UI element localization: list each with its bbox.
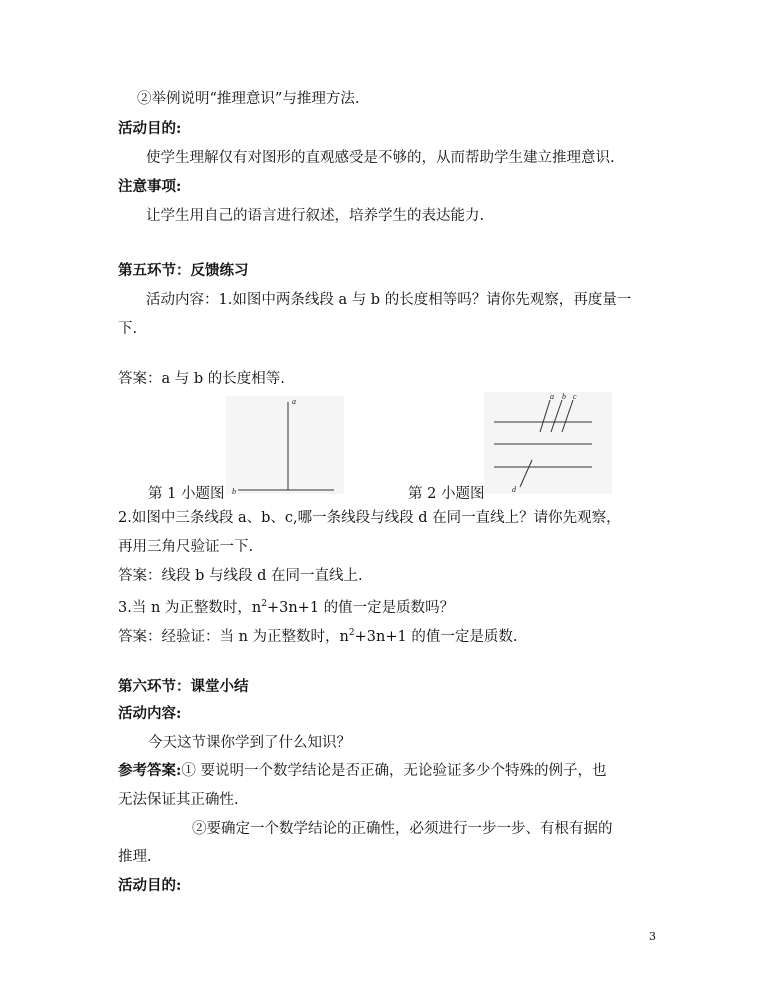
section-label-answer: 参考答案: <box>118 762 182 779</box>
figure-2-label-d: d <box>512 485 516 494</box>
page-number: 3 <box>649 930 656 943</box>
section-heading-6: 第六环节：课堂小结 <box>118 678 249 695</box>
answer-line <box>118 623 517 647</box>
figure-1-label-b: b <box>232 487 236 494</box>
text-fragment: 3.当 n 为正整数时，n <box>118 599 262 616</box>
text-fragment: +3n+1 的值一定是质数. <box>354 628 518 645</box>
text-line: 推理. <box>118 849 152 865</box>
answer-line: 答案：a 与 b 的长度相等. <box>118 371 285 387</box>
answer-line: 答案：线段 b 与线段 d 在同一直线上. <box>118 568 363 584</box>
text-fragment: 答案：经验证：当 n 为正整数时，n <box>118 628 349 645</box>
text-line: 活动内容：1.如图中两条线段 a 与 b 的长度相等吗？请你先观察，再度量一 <box>146 292 632 308</box>
text-line <box>118 761 606 781</box>
text-line: ②举例说明“推理意识”与推理方法. <box>137 91 360 107</box>
text-fragment: ① 要说明一个数学结论是否正确，无论验证多少个特殊的例子，也 <box>181 763 607 779</box>
section-label-content: 活动内容: <box>118 705 182 722</box>
text-line: 使学生理解仅有对图形的直观感受是不够的，从而帮助学生建立推理意识. <box>146 150 615 166</box>
superscript: 2 <box>261 599 267 609</box>
figure-1-caption: 第 1 小题图 <box>148 486 225 502</box>
figure-2-caption: 第 2 小题图 <box>408 486 485 502</box>
text-line <box>118 594 454 618</box>
figure-1-label-a: a <box>292 397 296 406</box>
text-line: 无法保证其正确性. <box>118 792 239 808</box>
text-line: 2.如图中三条线段 a、b、c,哪一条线段与线段 d 在同一直线上？请你先观察， <box>118 510 621 526</box>
text-line: ②要确定一个数学结论的正确性，必须进行一步一步、有根有据的 <box>192 821 613 837</box>
text-line: 今天这节课你学到了什么知识？ <box>148 735 351 751</box>
figure-2-label-b: b <box>562 392 566 401</box>
section-label-notes: 注意事项: <box>118 178 182 195</box>
figure-2 <box>484 392 612 494</box>
section-label-purpose: 活动目的: <box>118 120 182 137</box>
figure-2-label-c: c <box>573 392 577 401</box>
text-fragment: +3n+1 的值一定是质数吗？ <box>266 599 455 616</box>
section-label-purpose: 活动目的: <box>118 877 182 894</box>
text-line: 让学生用自己的语言进行叙述，培养学生的表达能力. <box>146 208 485 224</box>
figure-2-label-a: a <box>550 392 554 401</box>
superscript: 2 <box>348 628 355 638</box>
text-line: 再用三角尺验证一下. <box>118 539 254 555</box>
text-line: 下. <box>118 321 138 337</box>
section-heading-5: 第五环节：反馈练习 <box>118 262 249 279</box>
figure-1 <box>226 396 344 494</box>
